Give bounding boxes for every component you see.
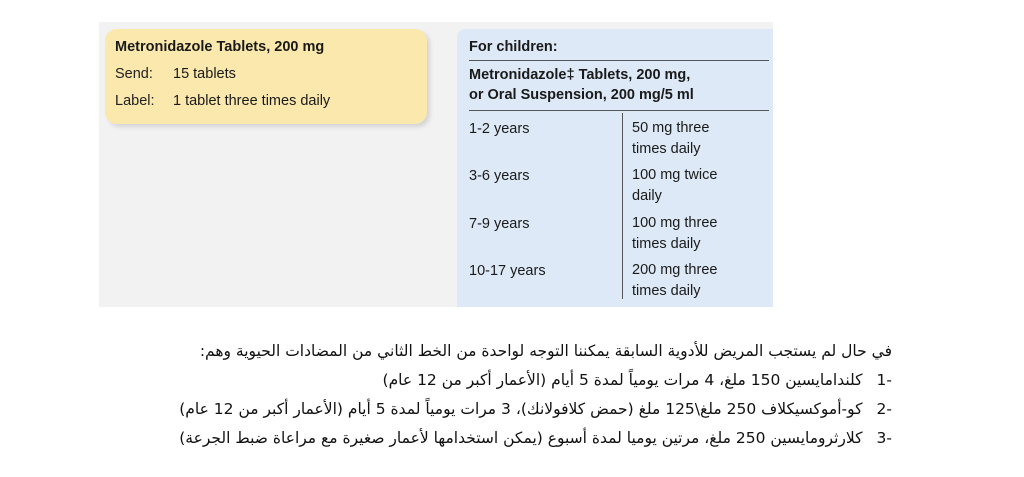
column-divider	[622, 113, 623, 299]
item-text: كو-أموكسيكلاف 250 ملغ\125 ملغ (حمض كلافولانك)، 3 مرات يومياً لمدة 5 أيام (الأعمار أكبر من 12 عام)	[179, 400, 863, 418]
table-heading: For children:	[469, 39, 558, 55]
label-value: 1 tablet three times daily	[173, 93, 331, 109]
dose-line: times daily	[632, 236, 701, 252]
drug-title-line-2: or Oral Suspension, 200 mg/5 ml	[469, 87, 694, 103]
arabic-notes	[32, 337, 892, 453]
drug-title	[469, 65, 694, 105]
item-number: -3	[876, 429, 892, 447]
dose-line: 100 mg three	[632, 215, 718, 231]
age-cell: 3-6 years	[469, 168, 530, 184]
label-key: Label:	[115, 93, 155, 109]
dose-cell	[632, 213, 762, 255]
pediatric-dosage-table	[457, 29, 773, 307]
dose-cell	[632, 118, 762, 160]
item-number: -2	[876, 400, 892, 418]
list-item	[32, 395, 892, 424]
item-number: -1	[876, 371, 892, 389]
dose-line: times daily	[632, 141, 701, 157]
send-key: Send:	[115, 66, 153, 82]
dose-line: times daily	[632, 283, 701, 299]
drug-title-line-1: Metronidazole‡ Tablets, 200 mg,	[469, 67, 691, 83]
dose-line: 100 mg twice	[632, 167, 718, 183]
arabic-intro: في حال لم يستجب المريض للأدوية السابقة يمكننا التوجه لواحدة من الخط الثاني من المضادات الحيوية وهم:	[199, 342, 892, 360]
dose-line: 50 mg three	[632, 120, 710, 136]
dose-line: 200 mg three	[632, 262, 718, 278]
dose-cell	[632, 165, 762, 207]
dosage-figure	[99, 22, 773, 307]
age-cell: 1-2 years	[469, 121, 530, 137]
label-row	[115, 93, 330, 109]
prescription-card	[105, 29, 427, 124]
dose-cell	[632, 260, 762, 302]
dose-line: daily	[632, 188, 662, 204]
age-cell: 7-9 years	[469, 216, 530, 232]
list-item	[32, 424, 892, 453]
age-cell: 10-17 years	[469, 263, 546, 279]
list-item	[32, 366, 892, 395]
heading-rule	[469, 60, 769, 61]
prescription-title: Metronidazole Tablets, 200 mg	[115, 39, 325, 55]
send-value: 15 tablets	[173, 66, 236, 82]
item-text: كلندامايسين 150 ملغ، 4 مرات يومياً لمدة 5 أيام (الأعمار أكبر من 12 عام)	[382, 371, 863, 389]
item-text: كلارثرومايسين 250 ملغ، مرتين يوميا لمدة أسبوع (يمكن استخدامها لأعمار صغيرة مع مراعاة ضبط الجرعة)	[179, 429, 863, 447]
send-row	[115, 66, 236, 82]
header-rule	[469, 110, 769, 111]
